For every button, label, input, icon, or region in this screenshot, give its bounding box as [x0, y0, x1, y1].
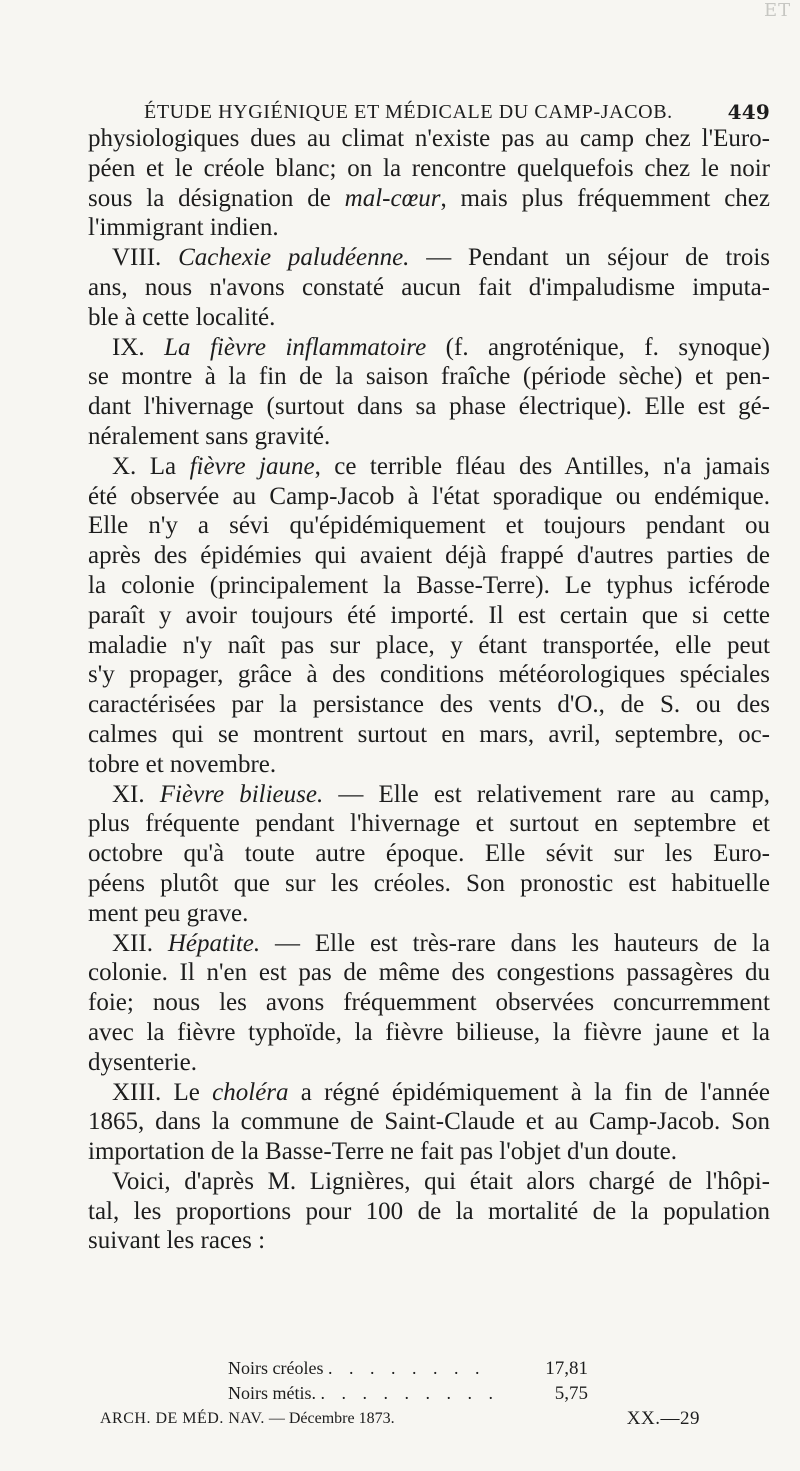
- text-line: physiologiques dues au climat n'existe pas au camp chez l'Euro-: [88, 125, 770, 152]
- row-value: 5,75: [554, 1383, 588, 1404]
- text-line: suivant les races :: [88, 1227, 266, 1255]
- text-line: ans, nous n'avons constaté aucun fait d'impaludisme imputa-: [88, 273, 770, 301]
- text-line: péens plutôt que sur les créoles. Son pronostic est habituelle: [88, 869, 770, 897]
- section-heading-line: [88, 452, 770, 482]
- text-line: tobre et novembre.: [88, 750, 277, 778]
- page-number: 449: [727, 100, 770, 124]
- text-line: été observée au Camp-Jacob à l'état sporadique ou endémique.: [88, 482, 770, 510]
- section-number: IX.: [112, 333, 165, 361]
- text-line: foie; nous les avons fréquemment observées concurremment: [88, 989, 770, 1017]
- text-line: octobre qu'à toute autre époque. Elle sévit sur les Euro-: [88, 840, 770, 868]
- section-title: Fièvre bilieuse.: [159, 780, 324, 808]
- section-heading-line: [88, 1078, 770, 1108]
- journal-name: ARCH. DE MÉD. NAV.: [100, 1410, 265, 1427]
- text-run: a régné épidémiquement à la fin de l'année: [288, 1078, 770, 1106]
- text-line: ment peu grave.: [88, 899, 249, 927]
- text-line: dant l'hivernage (surtout dans sa phase électrique). Elle est gé-: [88, 393, 770, 421]
- section-heading-line: [88, 780, 770, 810]
- text-line: calmes qui se montrent surtout en mars, avril, septembre, oc-: [88, 720, 770, 748]
- text-run: , ce terrible fléau des Antilles, n'a jamais: [314, 452, 771, 480]
- text-line: avec la fièvre typhoïde, la fièvre bilieuse, la fièvre jaune et la: [88, 1018, 770, 1046]
- text-line: Elle n'y a sévi qu'épidémiquement et toujours pendant ou: [88, 512, 770, 540]
- text-run: (f. angroténique, f. synoque): [426, 333, 770, 361]
- text-line: néralement sans gravité.: [88, 422, 331, 450]
- table-row: [228, 1356, 588, 1381]
- text-line: s'y propager, grâce à des conditions météorologiques spéciales: [88, 661, 770, 689]
- text-line: Voici, d'après M. Lignières, qui était alors chargé de l'hôpi-: [112, 1167, 770, 1195]
- text-line: se montre à la fin de la saison fraîche (période sèche) et pen-: [88, 363, 770, 391]
- text-run: , mais plus fréquemment chez: [440, 184, 770, 212]
- section-title: choléra: [212, 1078, 289, 1106]
- text-line: l'immigrant indien.: [88, 214, 279, 242]
- emphasis-term: mal-cœur: [344, 184, 441, 212]
- race-name: Noirs métis.: [228, 1383, 316, 1403]
- running-title: ÉTUDE HYGIÉNIQUE ET MÉDICALE DU CAMP-JACOB.: [144, 101, 673, 123]
- section-heading-line: [88, 929, 770, 959]
- section-number: XII.: [112, 929, 168, 957]
- text-run: — Elle est très-rare dans les hauteurs de la: [260, 929, 770, 957]
- text-line: colonie. Il n'en est pas de même des congestions passagères du: [88, 959, 770, 987]
- mortality-table: [228, 1356, 588, 1406]
- section-title: La fièvre inflammatoire: [164, 333, 427, 361]
- page-footer: [100, 1404, 700, 1434]
- text-line: ble à cette localité.: [88, 303, 276, 331]
- row-label: [228, 1381, 528, 1405]
- section-title: Hépatite.: [167, 929, 261, 957]
- edge-artifact: ET: [764, 0, 792, 21]
- text-line: plus fréquente pendant l'hivernage et surtout en septembre et: [88, 810, 770, 838]
- section-title: Cachexie paludéenne.: [178, 244, 410, 272]
- dot-leader: . . . . . . . . .: [320, 1383, 499, 1403]
- row-label: [228, 1356, 528, 1380]
- text-line: après des épidémies qui avaient déjà frappé d'autres parties de: [88, 542, 770, 570]
- dot-leader: . . . . . . . .: [327, 1358, 486, 1378]
- text-line: dysenterie.: [88, 1048, 197, 1076]
- text-line: importation de la Basse-Terre ne fait pas l'objet d'un doute.: [88, 1138, 678, 1166]
- section-heading-line: [88, 333, 770, 363]
- body-text: [88, 124, 770, 1256]
- section-number: XI.: [112, 780, 160, 808]
- table-row: [228, 1381, 588, 1406]
- section-title: fièvre jaune: [189, 452, 315, 480]
- issue-date: — Décembre 1873.: [268, 1410, 395, 1427]
- text-line: 1865, dans la commune de Saint-Claude et au Camp-Jacob. Son: [88, 1108, 770, 1136]
- section-heading-line: [88, 243, 770, 273]
- row-value: 17,81: [545, 1358, 588, 1379]
- text-line: [88, 184, 770, 214]
- text-run: — Pendant un séjour de trois: [409, 244, 771, 272]
- text-line: la colonie (principalement la Basse-Terre). Le typhus icférode: [88, 571, 770, 599]
- race-name: Noirs créoles: [228, 1358, 324, 1378]
- text-run: — Elle est relativement rare au camp,: [323, 780, 770, 808]
- text-line: paraît y avoir toujours été importé. Il est certain que si cette: [88, 601, 770, 629]
- section-number: VIII.: [112, 244, 179, 272]
- text-run: sous la désignation de: [88, 184, 345, 212]
- running-header: [88, 84, 770, 124]
- text-line: péen et le créole blanc; on la rencontre quelquefois chez le noir: [88, 154, 770, 182]
- footer-citation: [100, 1410, 395, 1428]
- signature-mark: XX.—29: [626, 1408, 700, 1429]
- section-number: X. La: [112, 452, 190, 480]
- text-line: maladie n'y naît pas sur place, y étant transportée, elle peut: [88, 631, 770, 659]
- text-line: tal, les proportions pour 100 de la mortalité de la population: [88, 1197, 770, 1225]
- text-line: caractérisées par la persistance des vents d'O., de S. ou des: [88, 691, 770, 719]
- section-number: XIII. Le: [112, 1078, 213, 1106]
